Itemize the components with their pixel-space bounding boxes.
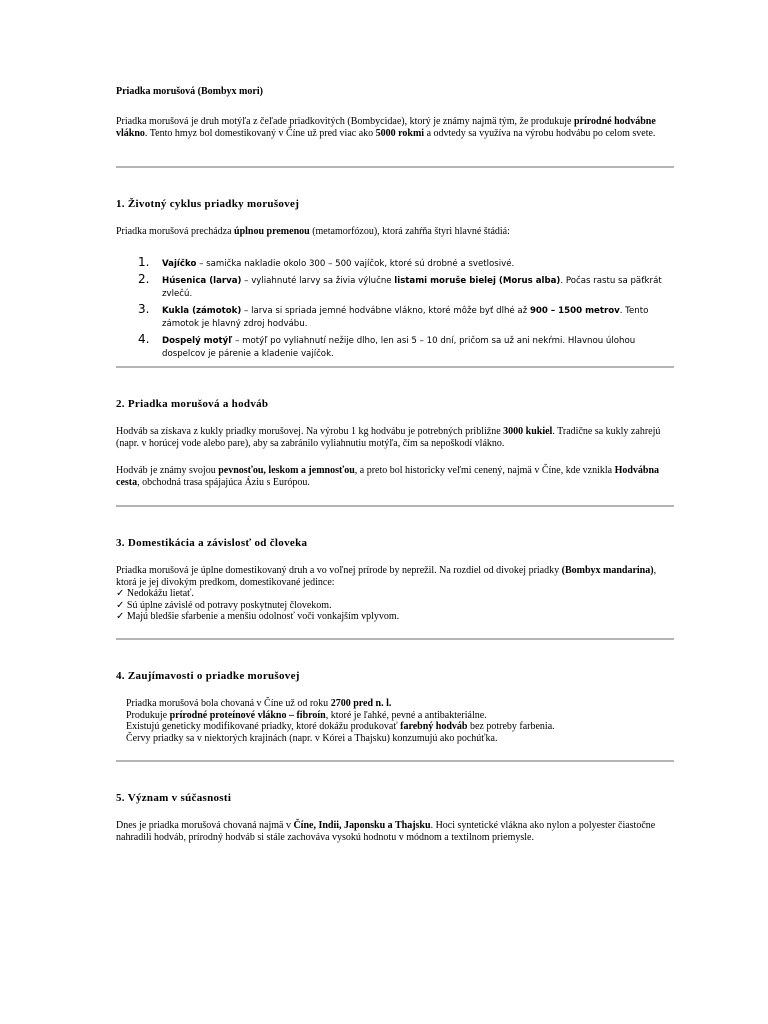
checklist-item: ✓ Majú bledšie sfarbenie a menšiu odolnosť voči vonkajším vplyvom. (116, 611, 400, 622)
section-text: Dnes je priadka morušová chovaná najmä v (116, 820, 294, 831)
section-text: . Tradične sa kukly zahrejú (napr. v horúcej vode alebo pare), aby sa zabránilo vyliahnutiu motýľa, čím sa nepoškodí vlákno. (116, 426, 661, 449)
section-text: . Hoci syntetické vlákna ako nylon a polyester čiastočne nahradili hodváb, prírodný hodváb si stále zachováva vysokú hodnotu v módnom a textilnom priemysle. (116, 820, 656, 843)
section-heading: 2. Priadka morušová a hodváb (116, 398, 269, 410)
section-text: Priadka morušová je úplne domestikovaný druh a vo voľnej prírode by neprežil. Na rozdiel od divokej priadky (116, 565, 562, 576)
fact-text: Existujú geneticky modifikované priadky, ktoré dokážu produkovať (126, 721, 401, 732)
section-paragraph (116, 226, 674, 238)
fact-bold: prírodné proteínové vlákno – fibroín (169, 709, 326, 721)
fact-text: Priadka morušová bola chovaná v Číne už od roku (126, 698, 331, 709)
section-text: (metamorfózou), ktorá zahŕňa štyri hlavné štádiá: (309, 226, 510, 237)
list-item-bold: Kukla (zámotok) (162, 306, 242, 316)
list-number: 4. (138, 332, 150, 346)
section-text: , obchodná trasa spájajúca Áziu s Európou. (137, 476, 310, 488)
list-item-bold: 900 – 1500 metrov (529, 306, 620, 316)
list-number: 2. (138, 272, 150, 286)
section-paragraph (116, 426, 674, 449)
section-divider (116, 760, 674, 762)
fact-text: bez potreby farbenia. (467, 721, 555, 732)
section-text: , a preto bol historicky veľmi cenený, najmä v Číne, kde vznikla (354, 465, 615, 476)
list-item-text: – larva si spriada jemné hodvábne vlákno, ktoré môže byť dlhé až (241, 306, 530, 316)
section-text: , ktorá je jej divokým predkom, domestikované jedince: (116, 565, 657, 588)
section-text: Hodváb sa získava z kukly priadky morušovej. Na výrobu 1 kg hodvábu je potrebných približne (116, 426, 504, 437)
intro-bold: 5000 rokmi (375, 127, 425, 139)
section-bold: úplnou premenou (234, 226, 310, 237)
list-item-text: – samička nakladie okolo 300 – 500 vajíčok, ktoré sú drobné a svetlosivé. (196, 259, 515, 269)
section-heading: 1. Životný cyklus priadky morušovej (116, 198, 300, 210)
checklist-item: ✓ Nedokážu lietať. (116, 588, 194, 599)
section-bold: (Bombyx mandarina) (561, 565, 654, 576)
list-item (138, 255, 678, 271)
fact-line: Červy priadky sa v niektorých krajinách (napr. v Kórei a Thajsku) konzumujú ako pochúťka. (126, 732, 498, 744)
section-text: Priadka morušová prechádza (116, 226, 235, 237)
section-paragraph (116, 565, 674, 588)
fact-bold: 2700 pred n. l. (330, 698, 392, 709)
list-item-text: – vyliahnuté larvy sa živia výlučne (241, 276, 395, 286)
fact-line (126, 710, 674, 722)
list-item-text: . Počas rastu sa päťkrát zvlečú. (162, 276, 662, 299)
list-item (138, 272, 678, 301)
list-number: 3. (138, 302, 150, 316)
list-item-bold: listami moruše bielej (Morus alba) (394, 276, 561, 286)
section-bold: Hodvábna cesta (116, 465, 660, 488)
section-divider (116, 366, 674, 368)
list-item (138, 302, 678, 331)
section-divider (116, 166, 674, 168)
section-paragraph (116, 465, 674, 488)
list-item-bold: Dospelý motýľ (162, 336, 233, 346)
fact-line (126, 721, 674, 733)
document-title: Priadka morušová (Bombyx mori) (116, 86, 263, 97)
list-item-text: . Tento zámotok je hlavný zdroj hodvábu. (162, 306, 649, 329)
list-item-bold: Húsenica (larva) (162, 276, 242, 286)
fact-text: Produkuje (126, 709, 170, 721)
intro-paragraph (116, 116, 674, 139)
intro-text: Priadka morušová je druh motýľa z čeľade priadkovitých (Bombycidae), ktorý je známy najmä tým, že produkuje (116, 116, 574, 127)
list-item-bold: Vajíčko (162, 259, 197, 269)
checklist-item: ✓ Sú úplne závislé od potravy poskytnutej človekom. (116, 599, 332, 611)
fact-bold: farebný hodváb (400, 721, 468, 732)
list-number: 1. (138, 255, 150, 269)
section-bold: Číne, Indii, Japonsku a Thajsku (293, 820, 431, 831)
lifecycle-list (138, 255, 678, 365)
section-bold: pevnosťou, leskom a jemnosťou (218, 465, 355, 476)
section-heading: 3. Domestikácia a závislosť od človeka (116, 537, 308, 549)
section-heading: 5. Význam v súčasnosti (116, 792, 232, 804)
checklist (116, 588, 674, 623)
facts-list (126, 698, 674, 744)
section-text: Hodváb je známy svojou (116, 465, 219, 476)
section-divider (116, 638, 674, 640)
fact-line (126, 698, 674, 710)
section-divider (116, 505, 674, 507)
intro-text: a odvtedy sa využíva na výrobu hodvábu po celom svete. (424, 127, 656, 139)
intro-bold: prírodné hodvábne vlákno (116, 116, 656, 139)
section-paragraph (116, 820, 674, 843)
intro-text: . Tento hmyz bol domestikovaný v Číne už pred viac ako (144, 127, 376, 139)
section-bold: 3000 kukiel (503, 426, 553, 437)
list-item-text: – motýľ po vyliahnutí nežije dlho, len asi 5 – 10 dní, pričom sa už ani nekŕmi. Hlavnou úlohou dospelcov je párenie a kladenie vajíčok. (162, 336, 636, 359)
fact-text: , ktoré je ľahké, pevné a antibakteriálne. (325, 709, 487, 721)
section-heading: 4. Zaujímavosti o priadke morušovej (116, 670, 300, 682)
list-item (138, 332, 678, 361)
